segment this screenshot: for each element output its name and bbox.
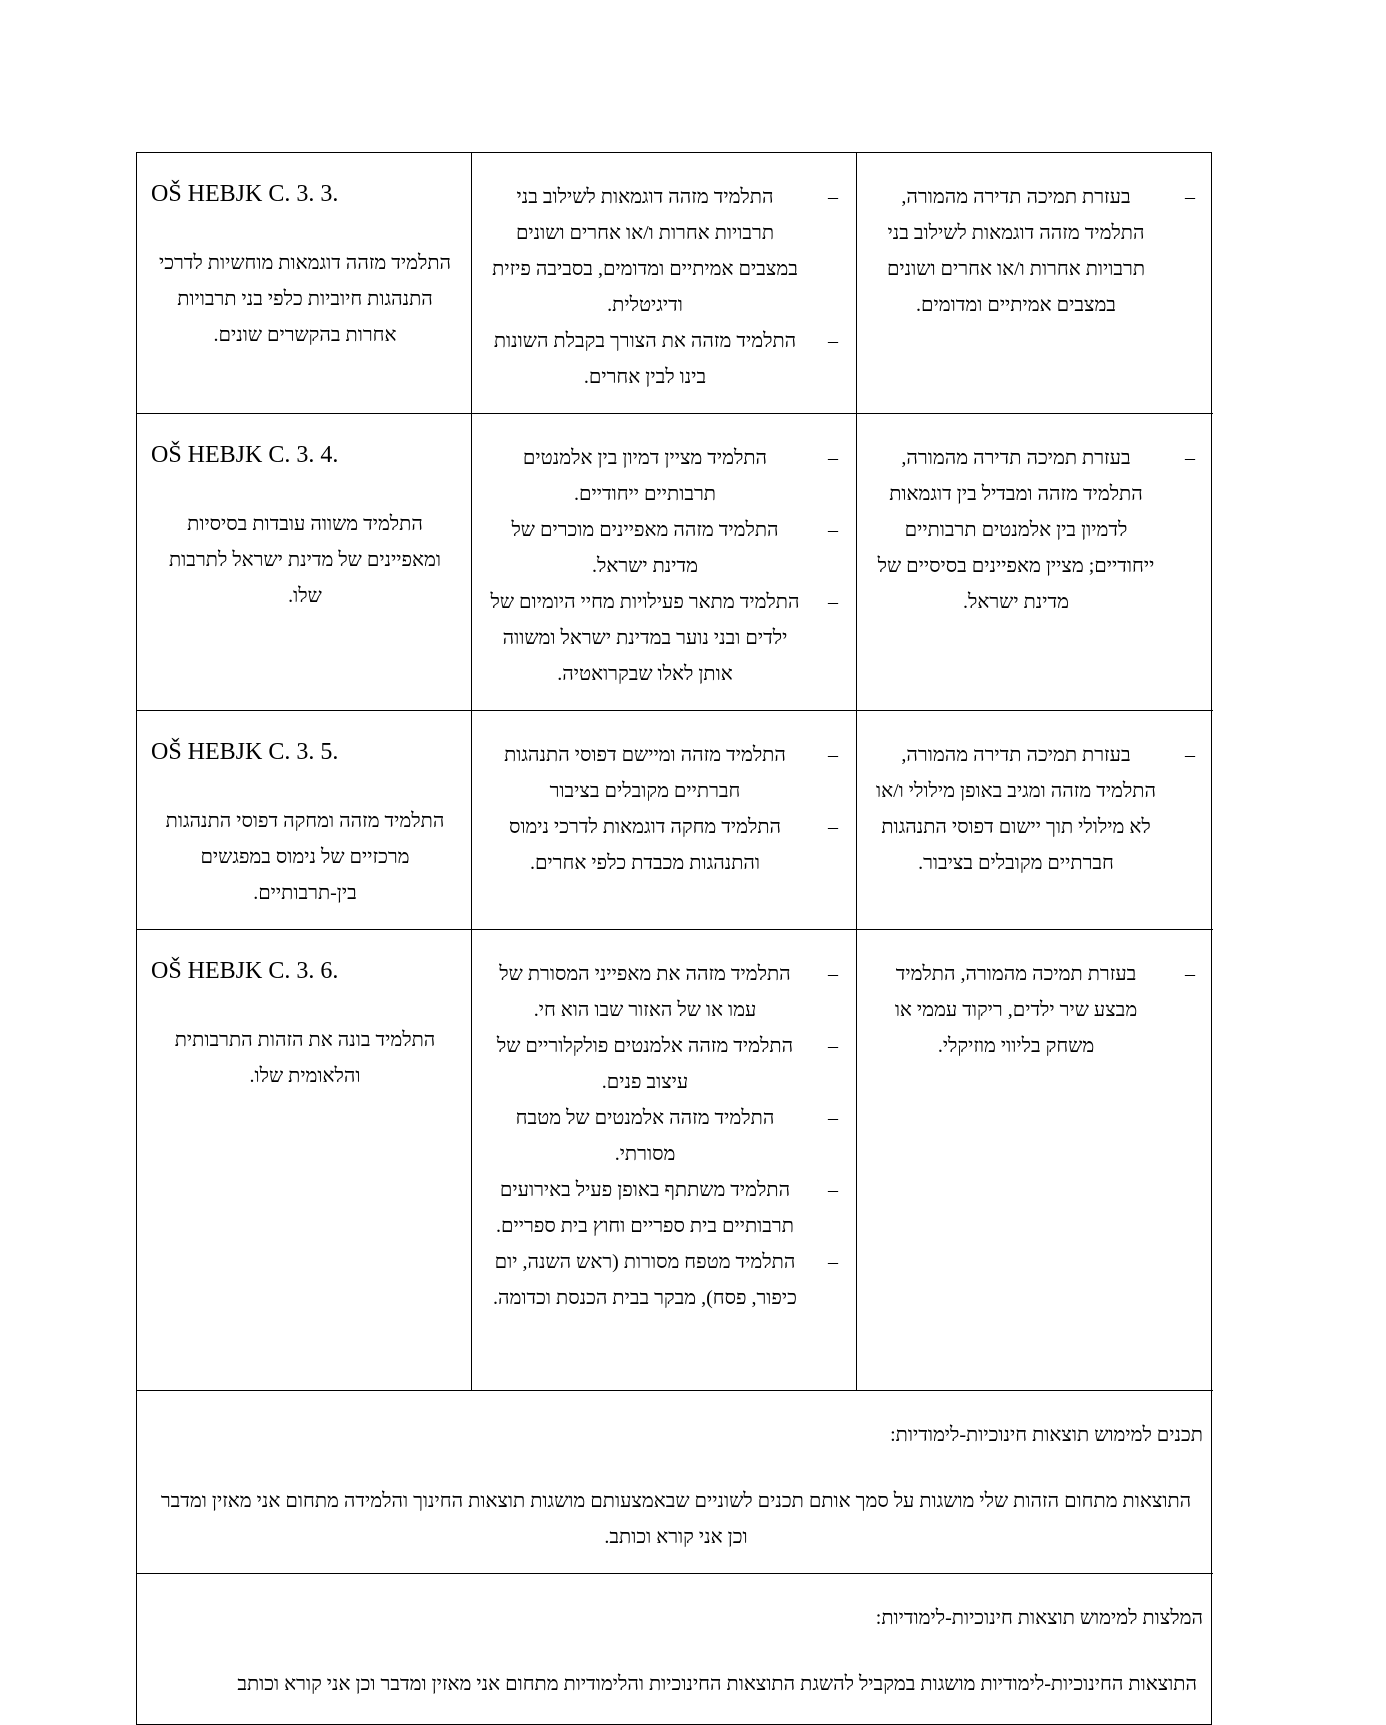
dash-bullet: – xyxy=(828,186,838,208)
list-item xyxy=(482,440,846,512)
list-item xyxy=(867,737,1203,881)
list-item xyxy=(482,512,846,584)
list-item xyxy=(482,737,846,809)
list-item xyxy=(867,956,1203,1064)
dash-bullet: – xyxy=(1185,447,1195,469)
outcome-description: התלמיד מזהה דוגמאות מוחשיות לדרכי התנהגות חיוביות כלפי בני תרבויות אחרות בהקשרים שונים. xyxy=(158,252,452,346)
section-body: התוצאות מתחום הזהות שלי מושגות על סמך אותם תכנים לשוניים שבאמצעותם מושגות תוצאות החינוך והלמידה מתחום אני מאזין ומדבר וכן אני קורא וכותב. xyxy=(160,1490,1192,1548)
outcome-code-cell xyxy=(137,711,471,930)
list-item xyxy=(482,1100,846,1172)
contents-section xyxy=(137,1390,1213,1574)
achievement-text: התלמיד מזהה ומיישם דפוסי התנהגות חברתיים מקובלים בציבור xyxy=(504,744,786,802)
achievement-text: התלמיד מציין דמיון בין אלמנטים תרבותיים ייחודיים. xyxy=(522,447,768,505)
achievement-text: התלמיד מזהה את הצורך בקבלת השונות בינו לבין אחרים. xyxy=(493,330,797,388)
achievement-text: התלמיד מזהה אלמנטים פולקלוריים של עיצוב פנים. xyxy=(496,1035,794,1093)
support-list-cell xyxy=(856,711,1213,930)
dash-bullet: – xyxy=(1185,186,1195,208)
outcome-code: OŠ HEBJK C. 3. 4. xyxy=(151,442,339,468)
achievement-text: התלמיד מתאר פעילויות מחיי היומיום של ילדים ובני נוער במדינת ישראל ומשווה אותן לאלו שבקרואטיה. xyxy=(490,591,800,685)
dash-bullet: – xyxy=(1185,744,1195,766)
achievement-text: התלמיד מזהה מאפיינים מוכרים של מדינת ישראל. xyxy=(511,519,779,577)
list-item xyxy=(482,1244,846,1316)
achievement-list-cell xyxy=(471,711,856,930)
achievement-list-cell xyxy=(471,414,856,711)
outcome-code: OŠ HEBJK C. 3. 6. xyxy=(151,958,339,984)
achievement-text: התלמיד מחקה דוגמאות לדרכי נימוס והתנהגות מכבדת כלפי אחרים. xyxy=(508,816,782,874)
dash-bullet: – xyxy=(828,744,838,766)
outcome-code: OŠ HEBJK C. 3. 3. xyxy=(151,181,339,207)
dash-bullet: – xyxy=(828,963,838,985)
dash-bullet: – xyxy=(828,447,838,469)
dash-bullet: – xyxy=(828,1107,838,1129)
outcome-code-cell xyxy=(137,414,471,711)
dash-bullet: – xyxy=(828,591,838,613)
outcome-description: התלמיד בונה את הזהות התרבותית והלאומית שלו. xyxy=(174,1029,436,1087)
support-list-cell xyxy=(856,153,1213,414)
support-text: בעזרת תמיכה מהמורה, התלמיד מבצע שיר ילדים, ריקוד עממי או משחק בליווי מוזיקלי. xyxy=(894,963,1138,1057)
list-item xyxy=(482,179,846,323)
section-heading: המלצות למימוש תוצאות חינוכיות-לימודיות: xyxy=(875,1607,1203,1629)
dash-bullet: – xyxy=(828,816,838,838)
dash-bullet: – xyxy=(828,330,838,352)
list-item xyxy=(482,323,846,395)
list-item xyxy=(867,440,1203,620)
curriculum-outcomes-table xyxy=(136,152,1212,1725)
list-item xyxy=(867,179,1203,323)
list-item xyxy=(482,809,846,881)
dash-bullet: – xyxy=(828,1251,838,1273)
support-text: בעזרת תמיכה תדירה מהמורה, התלמיד מזהה ומגיב באופן מילולי ו/או לא מילולי תוך יישום דפוסי התנהגות חברתיים מקובלים בציבור. xyxy=(876,744,1156,874)
list-item xyxy=(482,1028,846,1100)
support-text: בעזרת תמיכה תדירה מהמורה, התלמיד מזהה ומבדיל בין דוגמאות לדמיון בין אלמנטים תרבותיים ייחודיים; מציין מאפיינים בסיסיים של מדינת ישראל. xyxy=(877,447,1155,613)
outcome-description: התלמיד מזהה ומחקה דפוסי התנהגות מרכזיים של נימוס במפגשים בין-תרבותיים. xyxy=(165,810,445,904)
achievement-text: התלמיד מזהה אלמנטים של מטבח מסורתי. xyxy=(515,1107,775,1165)
section-heading: תכנים למימוש תוצאות חינוכיות-לימודיות: xyxy=(890,1424,1203,1446)
section-body: התוצאות החינוכיות-לימודיות מושגות במקביל להשגת התוצאות החינוכיות והלימודיות מתחום אני מאזין ומדבר וכן אני קורא וכותב xyxy=(237,1673,1197,1695)
dash-bullet: – xyxy=(828,1035,838,1057)
outcome-code: OŠ HEBJK C. 3. 5. xyxy=(151,739,339,765)
support-text: בעזרת תמיכה תדירה מהמורה, התלמיד מזהה דוגמאות לשילוב בני תרבויות אחרות ו/או אחרים ושונים במצבים אמיתיים ומדומים. xyxy=(886,186,1146,316)
support-list-cell xyxy=(856,930,1213,1390)
achievement-text: התלמיד מזהה את מאפייני המסורת של עמו או של האזור שבו הוא חי. xyxy=(499,963,791,1021)
achievement-text: התלמיד משתתף באופן פעיל באירועים תרבותיים בית ספריים וחוץ בית ספריים. xyxy=(496,1179,794,1237)
recommendations-section xyxy=(137,1574,1213,1724)
outcome-code-cell xyxy=(137,153,471,414)
dash-bullet: – xyxy=(828,519,838,541)
list-item xyxy=(482,1172,846,1244)
dash-bullet: – xyxy=(828,1179,838,1201)
achievement-list-cell xyxy=(471,153,856,414)
outcome-description: התלמיד משווה עובדות בסיסיות ומאפיינים של מדינת ישראל לתרבות שלו. xyxy=(168,513,442,607)
support-list-cell xyxy=(856,414,1213,711)
achievement-list-cell xyxy=(471,930,856,1390)
dash-bullet: – xyxy=(1185,963,1195,985)
achievement-text: התלמיד מזהה דוגמאות לשילוב בני תרבויות אחרות ו/או אחרים ושונים במצבים אמיתיים ומדומים, בסביבה פיזית ודיגיטלית. xyxy=(492,186,798,316)
achievement-text: התלמיד מטפח מסורות (ראש השנה, יום כיפור, פסח), מבקר בבית הכנסת וכדומה. xyxy=(493,1251,797,1309)
list-item xyxy=(482,956,846,1028)
outcome-code-cell xyxy=(137,930,471,1390)
list-item xyxy=(482,584,846,692)
